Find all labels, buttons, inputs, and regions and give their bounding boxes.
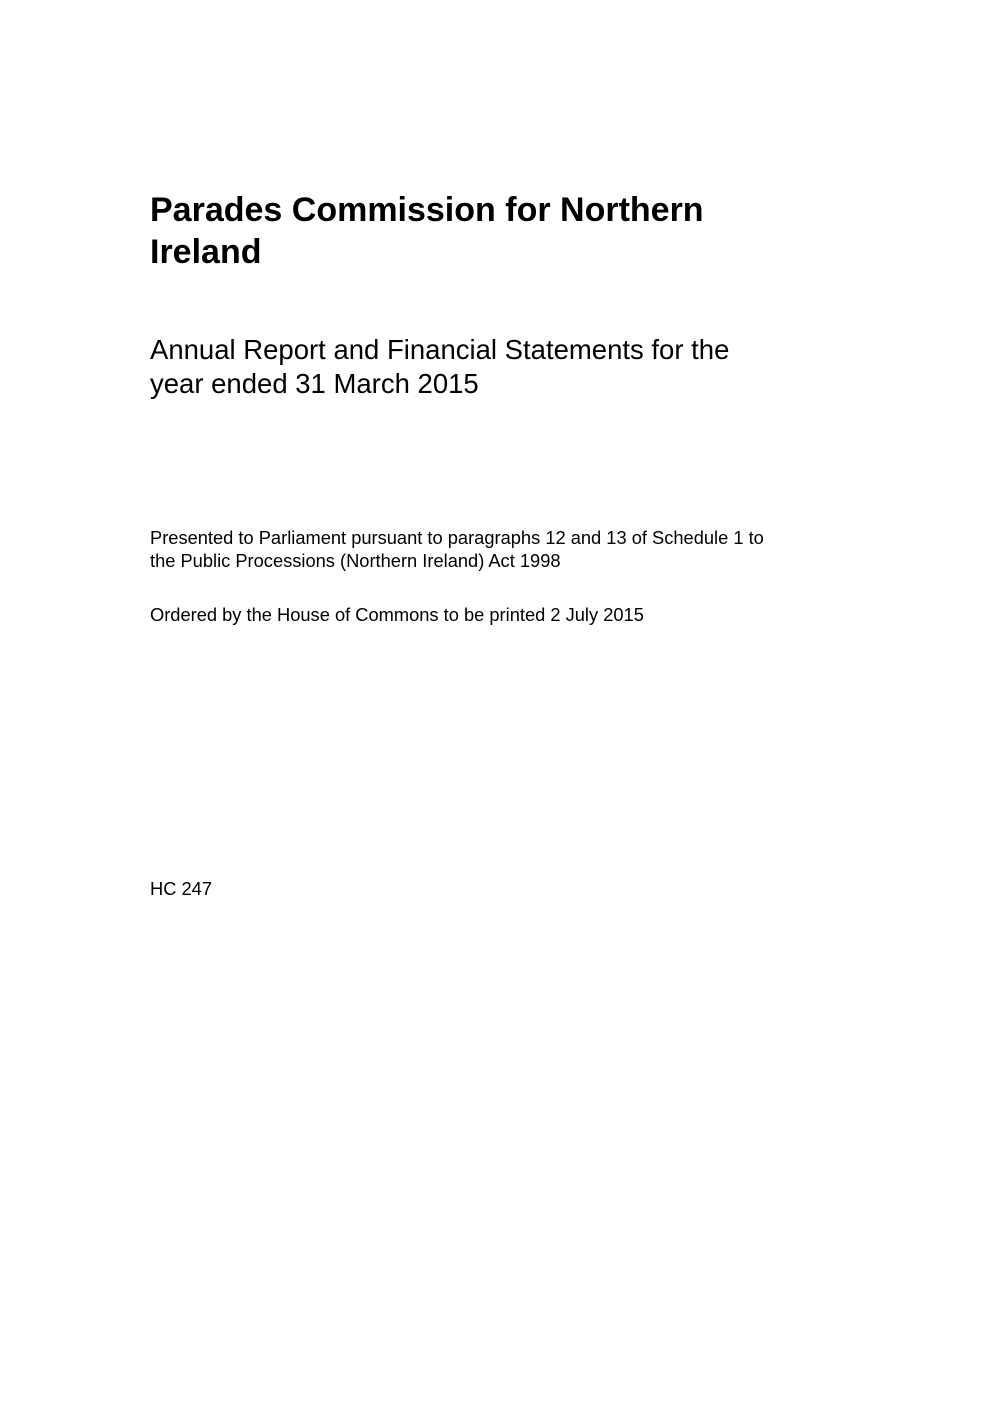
presented-line-2: the Public Processions (Northern Ireland) Act 1998: [150, 550, 561, 571]
subtitle-line-2: year ended 31 March 2015: [150, 368, 479, 399]
title-line-2: Ireland: [150, 233, 262, 271]
document-title: [150, 189, 830, 273]
subtitle-line-1: Annual Report and Financial Statements for the: [150, 334, 730, 365]
presented-statement: [150, 526, 850, 572]
document-subtitle: [150, 333, 850, 401]
presented-line-1: Presented to Parliament pursuant to paragraphs 12 and 13 of Schedule 1 to: [150, 527, 764, 548]
title-line-1: Parades Commission for Northern: [150, 191, 704, 229]
ordered-statement: Ordered by the House of Commons to be printed 2 July 2015: [150, 604, 644, 625]
hc-number: HC 247: [150, 878, 212, 899]
